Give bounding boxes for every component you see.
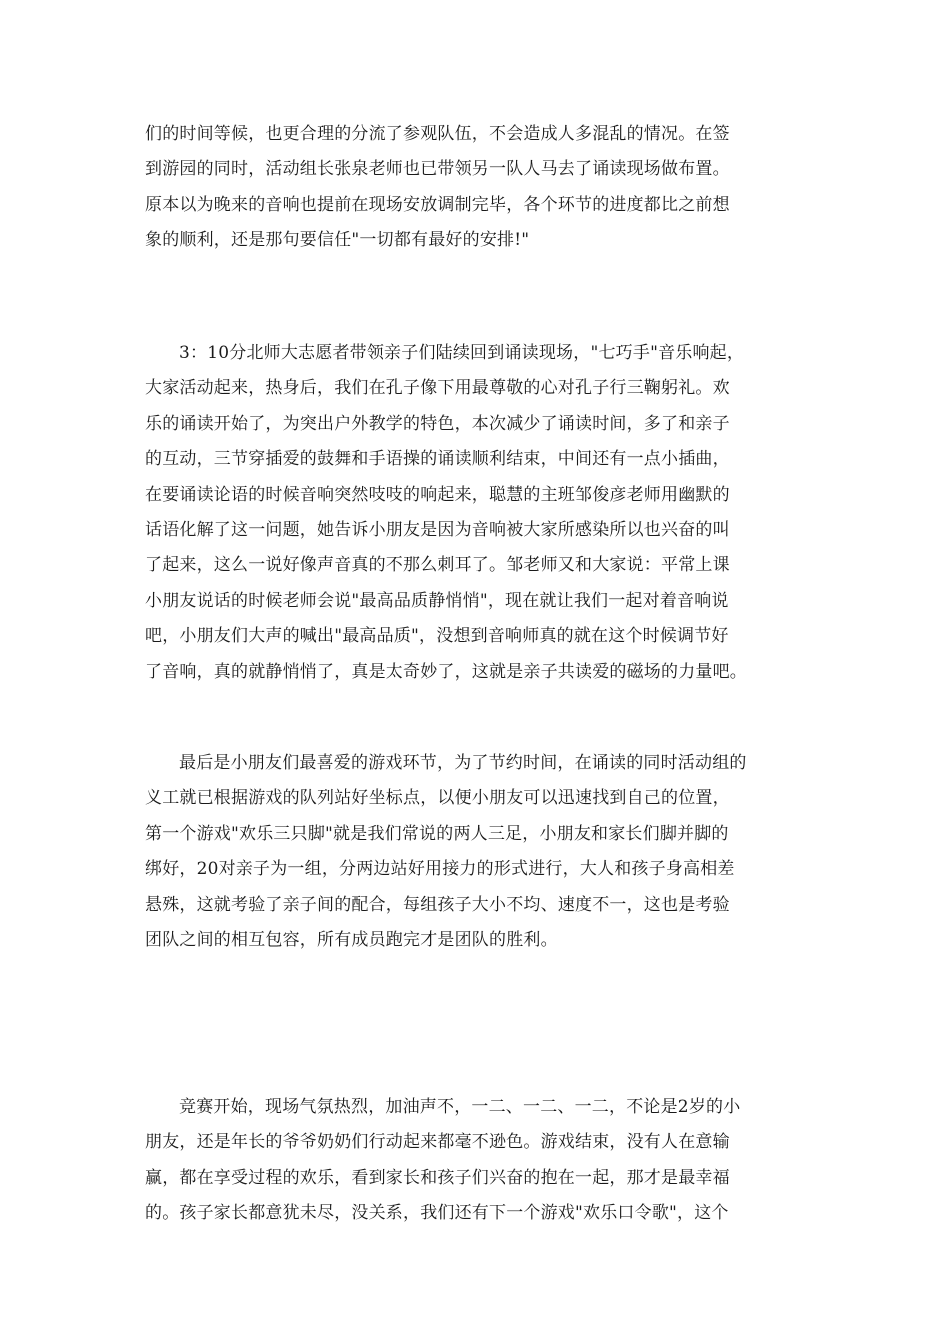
paragraph-line: 话语化解了这一问题，她告诉小朋友是因为音响被大家所感染所以也兴奋的叫 bbox=[145, 520, 730, 541]
paragraph-line: 绑好，20对亲子为一组，分两边站好用接力的形式进行，大人和孩子身高相差 bbox=[145, 859, 735, 880]
paragraph-line: 象的顺利，还是那句要信任"一切都有最好的安排!" bbox=[145, 230, 530, 251]
paragraph-line: 吧，小朋友们大声的喊出"最高品质"，没想到音响师真的就在这个时候调节好 bbox=[145, 626, 729, 647]
paragraph-line: 大家活动起来，热身后，我们在孔子像下用最尊敬的心对孔子行三鞠躬礼。欢 bbox=[145, 378, 730, 399]
paragraph-line: 到游园的同时，活动组长张泉老师也已带领另一队人马去了诵读现场做布置。 bbox=[145, 159, 730, 180]
paragraph-line: 小朋友说话的时候老师会说"最高品质静悄悄"，现在就让我们一起对着音响说 bbox=[145, 590, 729, 611]
paragraph-line: 了音响，真的就静悄悄了，真是太奇妙了，这就是亲子共读爱的磁场的力量吧。 bbox=[145, 661, 747, 682]
paragraph-line: 的。孩子家长都意犹未尽，没关系，我们还有下一个游戏"欢乐口令歌"，这个 bbox=[145, 1203, 729, 1224]
paragraph-2 bbox=[145, 336, 815, 690]
paragraph-3 bbox=[145, 746, 815, 958]
paragraph-line: 义工就已根据游戏的队列站好坐标点，以便小朋友可以迅速找到自己的位置， bbox=[145, 788, 730, 809]
paragraph-line: 竞赛开始，现场气氛热烈，加油声不，一二、一二、一二，不论是2岁的小 bbox=[179, 1097, 741, 1117]
paragraph-line: 乐的诵读开始了，为突出户外教学的特色，本次减少了诵读时间，多了和亲子 bbox=[145, 413, 730, 434]
paragraph-line: 在要诵读论语的时候音响突然吱吱的响起来，聪慧的主班邹俊彦老师用幽默的 bbox=[145, 484, 730, 505]
paragraph-line: 了起来，这么一说好像声音真的不那么刺耳了。邹老师又和大家说：平常上课 bbox=[145, 555, 730, 576]
paragraph-line: 的互动，三节穿插爱的鼓舞和手语操的诵读顺利结束，中间还有一点小插曲， bbox=[145, 449, 730, 470]
paragraph-line: 最后是小朋友们最喜爱的游戏环节，为了节约时间，在诵读的同时活动组的 bbox=[179, 753, 747, 773]
paragraph-line: 团队之间的相互包容，所有成员跑完才是团队的胜利。 bbox=[145, 930, 558, 951]
paragraph-line: 朋友，还是年长的爷爷奶奶们行动起来都毫不逊色。游戏结束，没有人在意输 bbox=[145, 1132, 730, 1153]
paragraph-line: 3：10分北师大志愿者带领亲子们陆续回到诵读现场，"七巧手"音乐响起， bbox=[179, 343, 745, 363]
paragraph-line: 悬殊，这就考验了亲子间的配合，每组孩子大小不均、速度不一，这也是考验 bbox=[145, 894, 730, 915]
paragraph-1 bbox=[145, 117, 815, 259]
paragraph-line: 第一个游戏"欢乐三只脚"就是我们常说的两人三足，小朋友和家长们脚并脚的 bbox=[145, 823, 729, 844]
paragraph-line: 们的时间等候，也更合理的分流了参观队伍，不会造成人多混乱的情况。在签 bbox=[145, 124, 730, 144]
paragraph-4 bbox=[145, 1090, 815, 1232]
paragraph-line: 原本以为晚来的音响也提前在现场安放调制完毕，各个环节的进度都比之前想 bbox=[145, 194, 730, 215]
paragraph-line: 赢，都在享受过程的欢乐，看到家长和孩子们兴奋的抱在一起，那才是最幸福 bbox=[145, 1167, 730, 1188]
